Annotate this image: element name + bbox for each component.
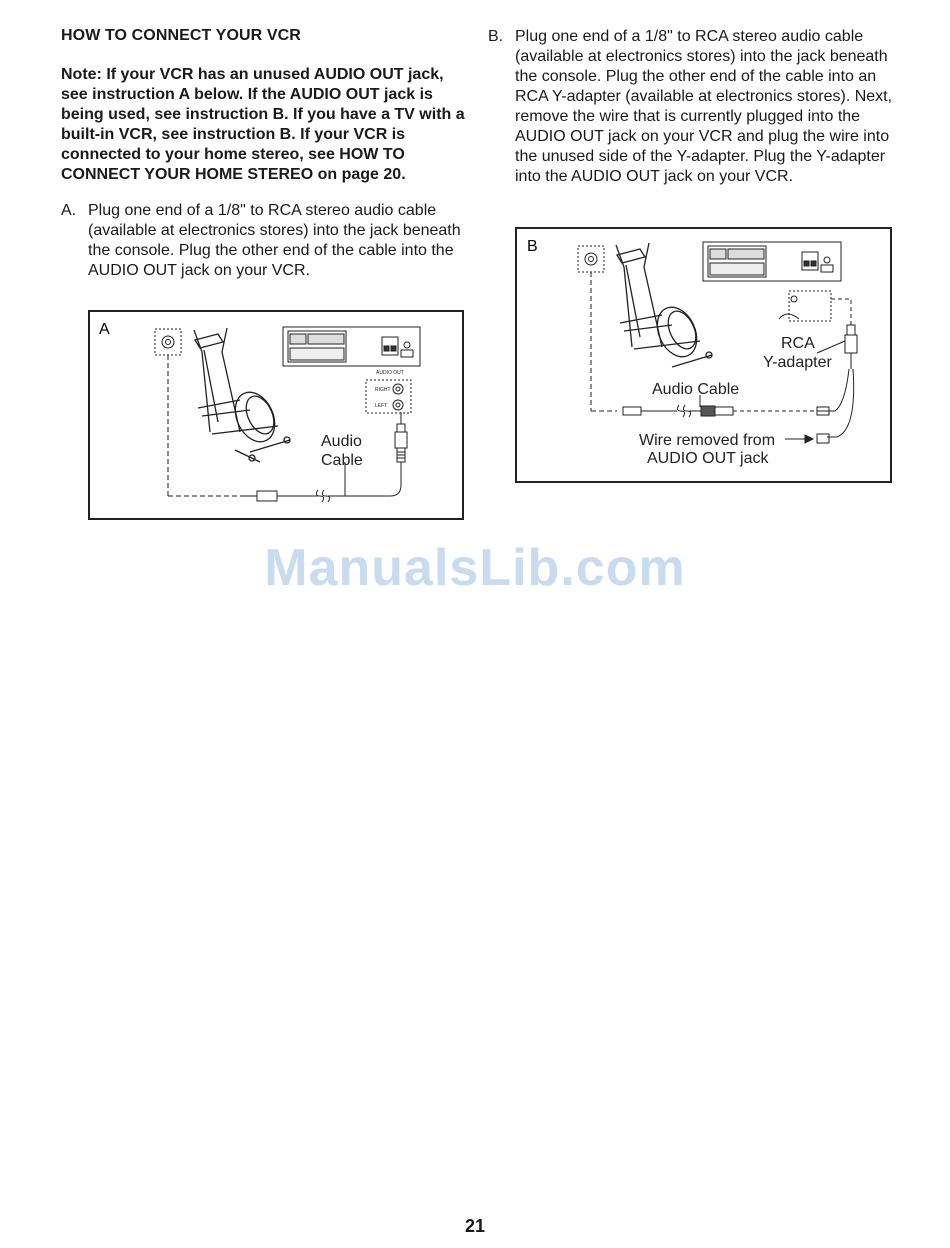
elliptical-trainer-icon <box>616 243 712 367</box>
step-a-text: Plug one end of a 1/8" to RCA stereo audio cable (available at electronics stores) into the jack beneath the console. Plug the other end of the cable into the AUDIO OUT jack on your VCR. <box>88 202 461 279</box>
figure-b-illustration <box>517 229 890 481</box>
right-column <box>488 27 898 187</box>
step-b <box>488 27 898 187</box>
audio-cable-label: Audio Cable <box>652 381 740 398</box>
rca-label-line2: Y-adapter <box>763 354 832 371</box>
audio-cable-line <box>168 355 401 502</box>
page-number: 21 <box>464 1216 486 1236</box>
right-jack-label: RIGHT <box>375 387 391 393</box>
rca-label-line1: RCA <box>781 335 815 352</box>
figure-a-letter: A <box>99 321 110 338</box>
vcr-icon <box>283 327 420 366</box>
step-b-text: Plug one end of a 1/8" to RCA stereo audio cable (available at electronics stores) into the jack beneath the console. Plug the other end of the cable into an RCA Y-adapter (available at electronics stores). Next, remove the wire that is currently plugged into the AUDIO OUT jack on your VCR and plug the wire into the unused side of the Y-adapter. Plug the Y-adapter into the AUDIO OUT jack on your VCR. <box>515 28 893 185</box>
audio-out-panel <box>779 291 831 321</box>
figure-b-letter: B <box>527 238 538 255</box>
audio-cable-label-line1: Audio <box>321 433 362 450</box>
audio-out-label: AUDIO OUT <box>376 370 404 376</box>
rca-plug-icon <box>395 412 407 462</box>
wire-removed-label-line1: Wire removed from <box>639 432 776 449</box>
step-b-label: B. <box>488 28 504 45</box>
figure-b <box>515 227 892 483</box>
wire-removed-label-line2: AUDIO OUT jack <box>647 450 769 467</box>
wire-removed-arrow <box>785 434 829 443</box>
figure-a <box>88 310 464 520</box>
console-jack-icon <box>155 329 181 355</box>
vcr-icon <box>703 242 841 281</box>
figure-a-illustration <box>90 312 462 518</box>
section-heading: HOW TO CONNECT YOUR VCR <box>61 27 301 44</box>
audio-cable-label-line2: Cable <box>321 452 363 469</box>
note-paragraph: Note: If your VCR has an unused AUDIO OUT jack, see instruction A below. If the AUDIO OUT jack is being used, see instruction B. If you have a TV with a built-in VCR, see instruction B. If your VCR is connected to your home stereo, see HOW TO CONNECT YOUR HOME STEREO on page 20. <box>61 66 465 183</box>
left-jack-label: LEFT <box>375 403 388 409</box>
step-a <box>61 201 466 281</box>
console-jack-icon <box>578 246 604 272</box>
step-a-label: A. <box>61 202 77 219</box>
watermark: ManualsLib.com <box>264 539 686 597</box>
elliptical-trainer-icon <box>194 328 290 462</box>
audio-out-panel <box>366 380 411 413</box>
left-column <box>61 27 466 281</box>
